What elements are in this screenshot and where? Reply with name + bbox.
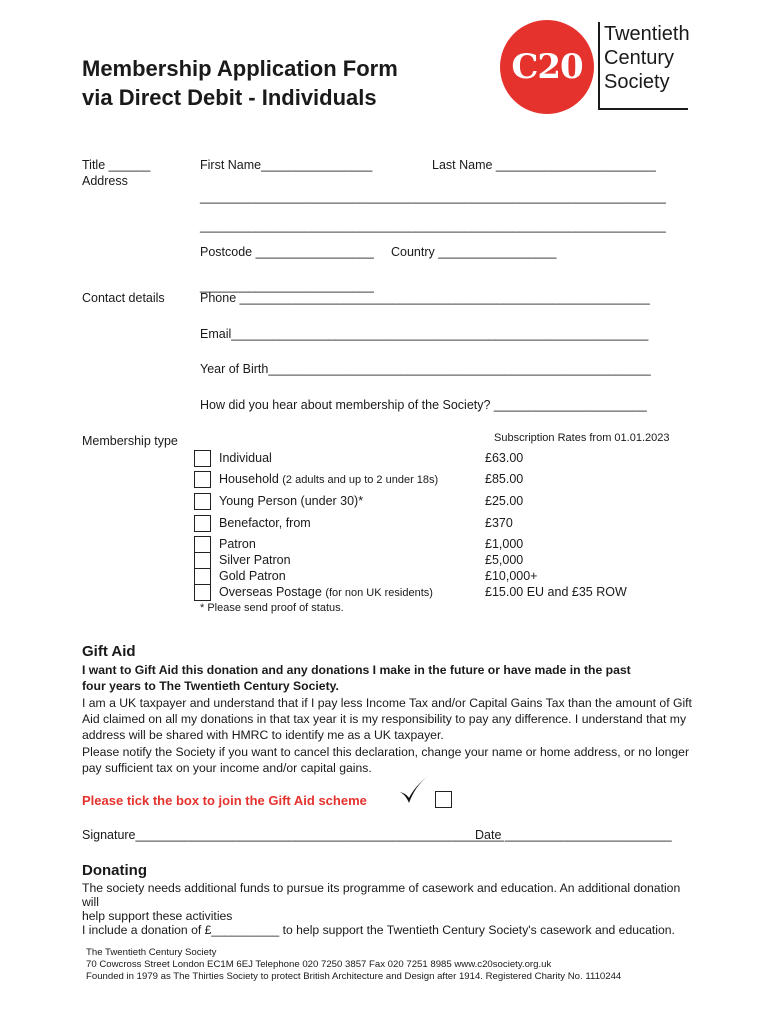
option-note-household: (2 adults and up to 2 under 18s)	[282, 474, 439, 486]
donating-line-1: The society needs additional funds to pursue its programme of casework and education. An additional donation will	[82, 881, 681, 909]
address-line-1[interactable]: ___________________________________________________________________	[200, 190, 666, 204]
terms-line-5: pay sufficient tax on your income and/or capital gains.	[82, 760, 372, 775]
donating-line-2: help support these activities	[82, 909, 233, 923]
logo-line-1: Twentieth	[604, 23, 690, 45]
gift-aid-tick-prompt: Please tick the box to join the Gift Aid scheme	[82, 793, 367, 808]
declaration-line-1: I want to Gift Aid this donation and any donations I make in the future or have made in the past	[82, 663, 631, 677]
price-individual: £63.00	[485, 451, 524, 465]
gift-aid-checkbox[interactable]	[435, 791, 452, 808]
footer-line-3: Founded in 1979 as The Thirties Society to protect British Architecture and Design after 1914. Registered Charity No. 1110244	[86, 971, 622, 982]
price-patron: £1,000	[485, 537, 524, 551]
price-overseas-postage: £15.00 EU and £35 ROW	[485, 585, 627, 599]
checkbox-gold-patron[interactable]	[194, 568, 211, 585]
option-label-gold-patron: Gold Patron	[219, 569, 286, 583]
country-field[interactable]: Country _________________	[391, 245, 557, 259]
form-title-line2: via Direct Debit - Individuals	[82, 85, 377, 110]
logo-underline	[598, 108, 688, 110]
terms-line-4: Please notify the Society if you want to cancel this declaration, change your name or home address, or no longer	[82, 744, 690, 759]
option-label-silver-patron: Silver Patron	[219, 553, 291, 567]
option-label-household: Household	[219, 472, 279, 486]
membership-footnote: * Please send proof of status.	[200, 602, 344, 614]
footer-line-1: The Twentieth Century Society	[86, 947, 217, 958]
option-overseas-postage	[219, 585, 433, 599]
gift-aid-declaration	[82, 662, 692, 694]
postcode-field[interactable]: Postcode _________________	[200, 245, 374, 259]
footer	[86, 947, 621, 983]
checkbox-silver-patron[interactable]	[194, 552, 211, 569]
phone-field[interactable]: Phone ___________________________________________________________	[200, 291, 650, 305]
extra-line-field[interactable]: _________________________	[200, 279, 374, 293]
option-label-young-person: Young Person (under 30)*	[219, 494, 364, 508]
price-household: £85.00	[485, 472, 524, 486]
signature-field[interactable]: Signature_____________________________________________________	[82, 828, 504, 842]
first-name-field[interactable]: First Name________________	[200, 158, 373, 172]
logo-mark: C20	[500, 20, 594, 114]
gift-aid-terms	[82, 695, 692, 776]
option-label-patron: Patron	[219, 537, 256, 551]
logo-divider	[598, 22, 600, 110]
checkbox-overseas-postage[interactable]	[194, 584, 211, 601]
checkmark-icon	[397, 774, 431, 806]
option-note-overseas: (for non UK residents)	[325, 587, 433, 599]
form-title-line1: Membership Application Form	[82, 56, 398, 81]
checkbox-individual[interactable]	[194, 450, 211, 467]
rates-heading: Subscription Rates from 01.01.2023	[494, 432, 670, 444]
price-gold-patron: £10,000+	[485, 569, 538, 583]
option-label-benefactor: Benefactor, from	[219, 516, 311, 530]
option-label-individual: Individual	[219, 451, 272, 465]
title-field[interactable]: Title ______	[82, 158, 151, 172]
date-field[interactable]: Date ________________________	[475, 828, 672, 842]
logo-wordmark	[604, 22, 690, 94]
contact-details-label: Contact details	[82, 291, 165, 305]
donating-heading: Donating	[82, 862, 147, 879]
how-heard-field[interactable]: How did you hear about membership of the Society? ______________________	[200, 398, 647, 412]
membership-type-label: Membership type	[82, 434, 178, 448]
logo-line-3: Society	[604, 71, 670, 93]
declaration-line-2: four years to The Twentieth Century Society.	[82, 679, 339, 694]
price-young-person: £25.00	[485, 494, 524, 508]
last-name-field[interactable]: Last Name _______________________	[432, 158, 656, 172]
address-label: Address	[82, 174, 128, 188]
gift-aid-heading: Gift Aid	[82, 643, 136, 660]
option-label-overseas: Overseas Postage	[219, 585, 322, 599]
option-household	[219, 472, 438, 486]
checkbox-young-person[interactable]	[194, 493, 211, 510]
terms-line-1: I am a UK taxpayer and understand that if I pay less Income Tax and/or Capital Gains Tax than the amount of Gift	[82, 696, 692, 710]
checkbox-household[interactable]	[194, 471, 211, 488]
logo-line-2: Century	[604, 47, 675, 69]
year-of-birth-field[interactable]: Year of Birth_______________________________________________________	[200, 362, 651, 376]
terms-line-2: Aid claimed on all my donations in that tax year it is my responsibility to pay any difference. I understand that my	[82, 712, 687, 727]
email-field[interactable]: Email____________________________________________________________	[200, 327, 649, 341]
checkbox-patron[interactable]	[194, 536, 211, 553]
donation-amount-field[interactable]: I include a donation of £__________ to help support the Twentieth Century Society's casework and education.	[82, 923, 675, 937]
address-line-2[interactable]: ___________________________________________________________________	[200, 219, 666, 233]
footer-line-2: 70 Cowcross Street London EC1M 6EJ Telephone 020 7250 3857 Fax 020 7251 8985 www.c20society.org.uk	[86, 959, 552, 970]
price-benefactor: £370	[485, 516, 513, 530]
donating-text	[82, 881, 692, 937]
terms-line-3: address will be shared with HMRC to identify me as a UK taxpayer.	[82, 728, 444, 743]
price-silver-patron: £5,000	[485, 553, 524, 567]
checkbox-benefactor[interactable]	[194, 515, 211, 532]
